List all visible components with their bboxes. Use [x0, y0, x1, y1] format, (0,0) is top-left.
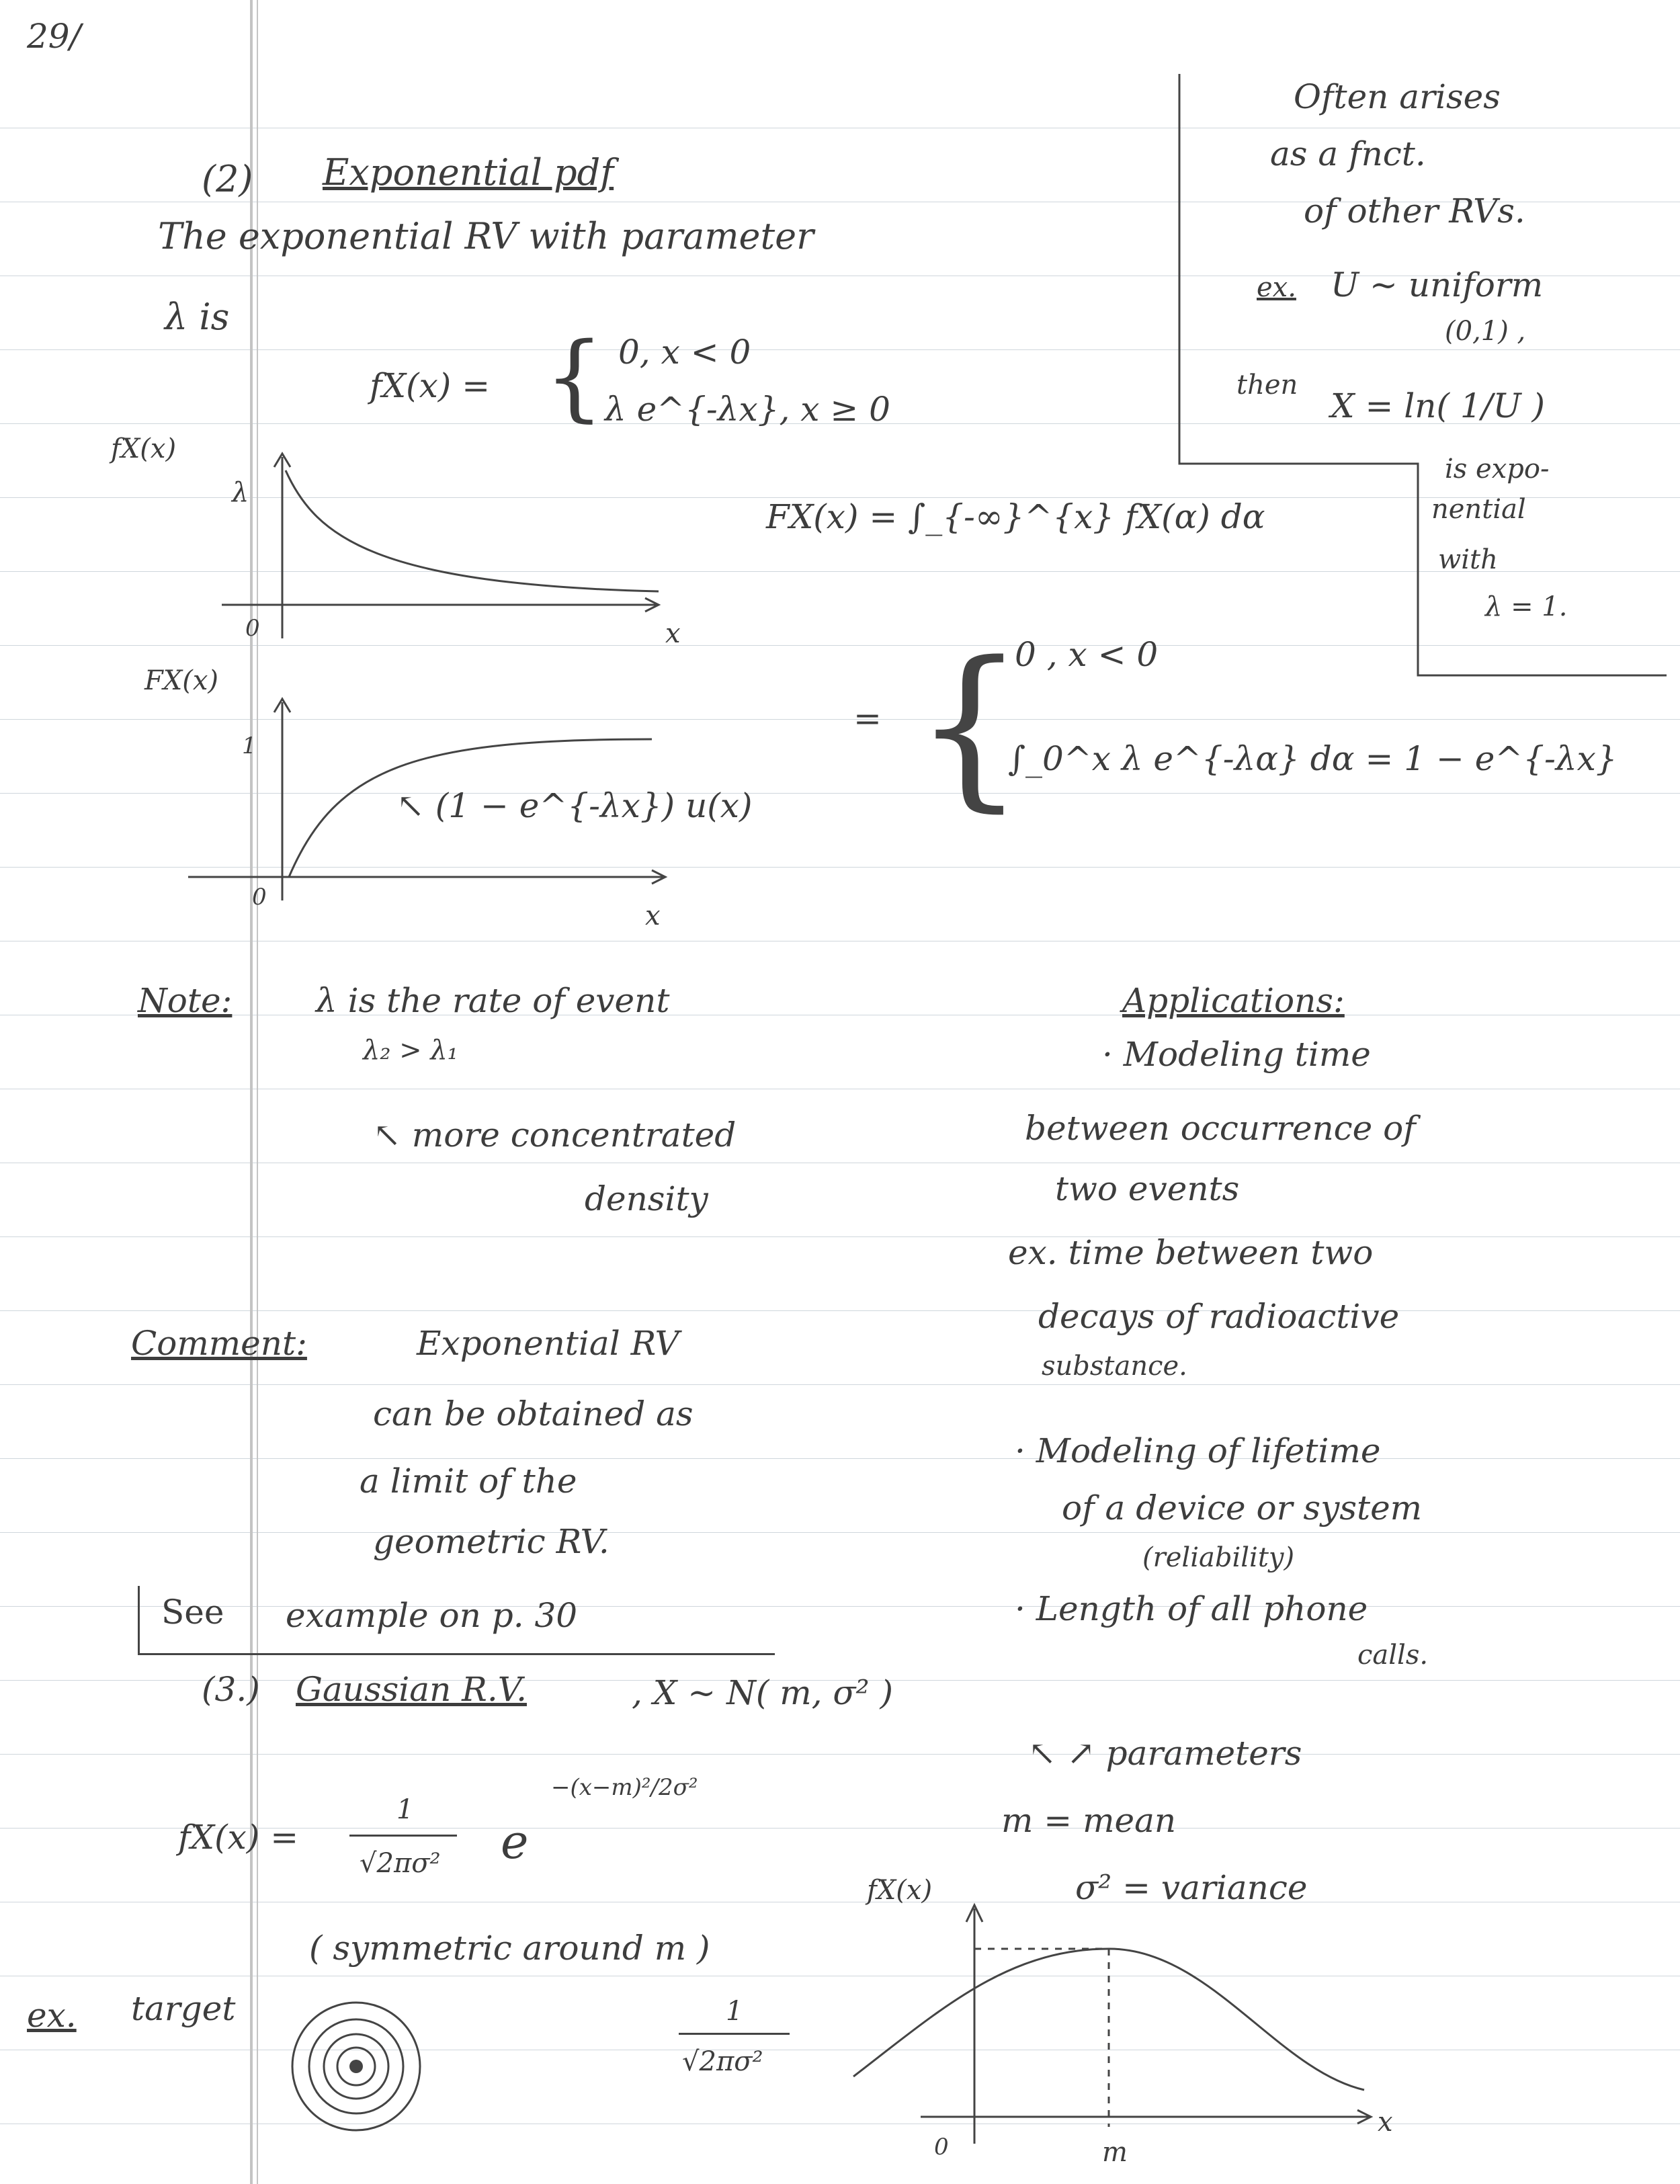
section3-number: (3.) — [202, 1670, 260, 1709]
side-note-ex-line1: U ~ uniform — [1331, 265, 1544, 304]
applications-item: · Length of all phone — [1015, 1589, 1368, 1628]
side-note-result2: nential — [1431, 494, 1526, 525]
applications-item: calls. — [1357, 1640, 1429, 1671]
applications-item: · Modeling of lifetime — [1015, 1431, 1381, 1470]
applications-item: two events — [1055, 1169, 1240, 1208]
applications-item: between occurrence of — [1025, 1109, 1416, 1148]
applications-item: decays of radioactive — [1038, 1297, 1400, 1336]
section2-heading: Exponential pdf — [323, 151, 614, 194]
note-line3: ↖ more concentrated — [373, 1116, 737, 1154]
side-note-result3: with — [1438, 544, 1498, 575]
pdf-graph-xlabel: x — [665, 618, 681, 649]
gauss-symmetric-note: ( symmetric around m ) — [309, 1929, 710, 1968]
section2-intro-1: The exponential RV with parameter — [158, 215, 814, 257]
gauss-peak-num: 1 — [726, 1996, 743, 2027]
gauss-pdf-e: e — [501, 1814, 529, 1870]
note-label: Note: — [138, 981, 233, 1020]
page-number: 29/ — [27, 17, 81, 56]
cdf-graph-ytick: 1 — [242, 732, 257, 759]
note-line1: λ is the rate of event — [316, 981, 670, 1020]
applications-item: substance. — [1042, 1351, 1187, 1382]
cdf-graph-ylabel: FX(x) — [144, 665, 218, 696]
side-note-result4: λ = 1. — [1485, 591, 1568, 622]
note-line2: λ₂ > λ₁ — [363, 1035, 458, 1066]
pdf-lhs: fX(x) = — [370, 366, 491, 405]
gauss-graph-origin: 0 — [934, 2134, 949, 2160]
see-example-see: See — [161, 1593, 224, 1632]
cdf-case-2: ∫_0^x λ e^{-λα} dα = 1 − e^{-λx} — [1008, 739, 1618, 778]
pdf-graph-origin: 0 — [245, 615, 260, 642]
pdf-graph-ylabel: fX(x) — [111, 433, 177, 464]
section2-intro-2: λ is — [165, 296, 230, 338]
gauss-ex-label: ex. — [27, 1996, 77, 2035]
comment-line1: Exponential RV — [417, 1324, 679, 1363]
applications-item: · Modeling time — [1102, 1035, 1371, 1074]
section2-number: (2) — [202, 158, 253, 200]
see-example-text: example on p. 30 — [286, 1596, 578, 1635]
side-note-ex-line2: (0,1) , — [1445, 316, 1526, 347]
side-note-ex-label: ex. — [1257, 272, 1296, 303]
pdf-case-2: λ e^{-λx}, x ≥ 0 — [605, 390, 890, 429]
comment-line2: can be obtained as — [373, 1394, 694, 1433]
cdf-graph-xlabel: x — [645, 900, 661, 931]
gauss-peak-den: √2πσ² — [682, 2046, 763, 2077]
side-note-result1: is expo- — [1445, 454, 1550, 485]
cdf-graph-annotation: ↖ (1 − e^{-λx}) u(x) — [396, 786, 753, 825]
section3-params: ↖ ↗ parameters — [1028, 1734, 1302, 1773]
gauss-graph-xlabel: x — [1378, 2107, 1393, 2138]
applications-item: ex. time between two — [1008, 1233, 1374, 1272]
section3-notation: , X ~ N( m, σ² ) — [632, 1673, 893, 1712]
comment-line3: a limit of the — [360, 1462, 577, 1501]
comment-label: Comment: — [131, 1324, 307, 1363]
cdf-graph-origin: 0 — [252, 884, 267, 911]
pdf-brace: { — [544, 323, 605, 432]
pdf-case-1: 0, x < 0 — [618, 333, 751, 372]
side-note-line2: as a fnct. — [1270, 134, 1426, 173]
section3-var-def: σ² = variance — [1075, 1868, 1308, 1907]
gauss-graph-xtick: m — [1102, 2137, 1128, 2168]
side-note-formula: X = ln( 1/U ) — [1331, 386, 1546, 425]
cdf-case-1: 0 , x < 0 — [1015, 635, 1159, 674]
applications-item: of a device or system — [1062, 1488, 1423, 1527]
side-note-then: then — [1236, 370, 1298, 401]
note-line4: density — [585, 1179, 708, 1218]
cdf-equals: = — [853, 699, 882, 738]
cdf-definition: FX(x) = ∫_{-∞}^{x} fX(α) dα — [766, 497, 1265, 536]
applications-item: (reliability) — [1142, 1542, 1295, 1573]
gauss-pdf-lhs: fX(x) = — [178, 1818, 299, 1857]
side-note-line3: of other RVs. — [1304, 192, 1525, 230]
applications-title: Applications: — [1122, 981, 1345, 1020]
section3-m-def: m = mean — [1001, 1801, 1177, 1840]
cdf-brace: { — [914, 625, 1025, 828]
gauss-pdf-exp: −(x−m)²/2σ² — [551, 1774, 698, 1801]
gauss-graph-ylabel: fX(x) — [867, 1875, 933, 1906]
pdf-graph-ytick: λ — [232, 477, 249, 508]
comment-line4: geometric RV. — [373, 1522, 610, 1561]
section3-heading: Gaussian R.V. — [296, 1670, 527, 1709]
gauss-pdf-frac-num: 1 — [396, 1794, 414, 1825]
gauss-pdf-frac-den: √2πσ² — [360, 1848, 441, 1879]
side-note-line1: Often arises — [1294, 77, 1501, 116]
gauss-ex-text: target — [131, 1989, 236, 2028]
